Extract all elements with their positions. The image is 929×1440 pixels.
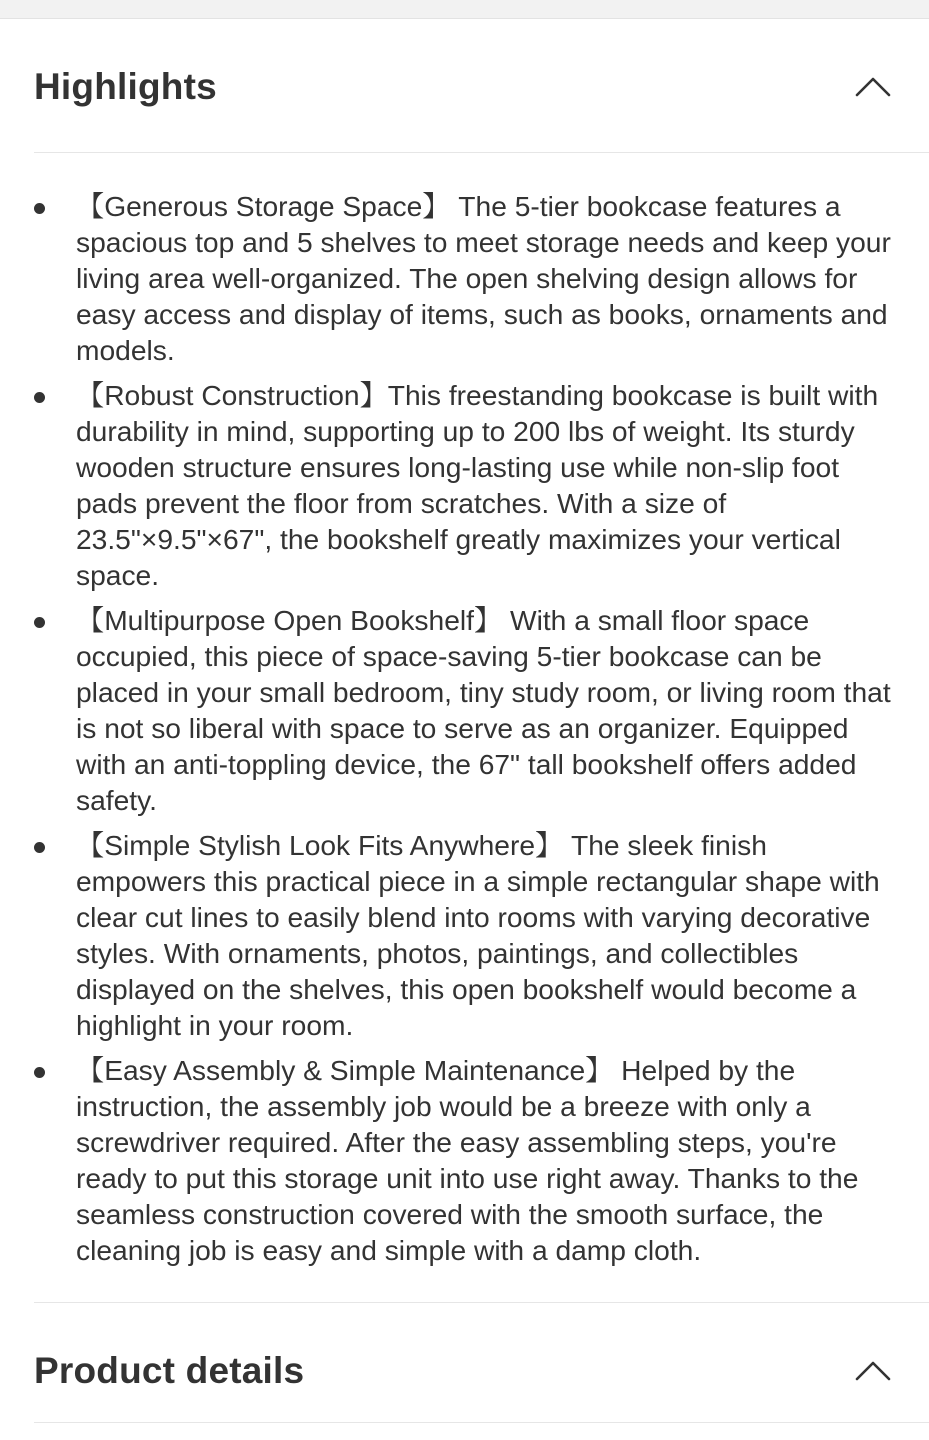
product-details-toggle-button[interactable] (843, 1341, 903, 1401)
divider (34, 1302, 929, 1303)
highlights-list (34, 188, 896, 1277)
top-strip (0, 0, 929, 19)
list-item (34, 188, 896, 368)
highlight-text: 【Generous Storage Space】 The 5-tier bookcase features a spacious top and 5 shelves to meet storage needs and keep your living area well-organized. The open shelving design allows for easy access and display of items, such as books, ornaments and models. (76, 190, 891, 366)
product-details-title: Product details (34, 1350, 305, 1391)
highlight-text: 【Multipurpose Open Bookshelf】 With a small floor space occupied, this piece of space-saving 5-tier bookcase can be placed in your small bedroom, tiny study room, or living room that is not so liberal with space to serve as an organizer. Equipped with an anti-toppling device, the 67" tall bookshelf offers added safety. (76, 604, 891, 816)
highlights-title: Highlights (34, 66, 217, 107)
product-details-header[interactable] (34, 1336, 929, 1406)
highlight-text: 【Robust Construction】This freestanding bookcase is built with durability in mind, supporting up to 200 lbs of weight. Its sturdy wooden structure ensures long-lasting use while non-slip foot pads prevent the floor from scratches. With a size of 23.5"×9.5"×67", the bookshelf greatly maximizes your vertical space. (76, 379, 879, 591)
list-item (34, 602, 896, 818)
bullet-icon (34, 617, 45, 628)
list-item (34, 827, 896, 1043)
bullet-icon (34, 203, 45, 214)
bullet-icon (34, 1067, 45, 1078)
chevron-up-icon (855, 76, 891, 98)
list-item (34, 377, 896, 593)
highlight-text: 【Easy Assembly & Simple Maintenance】 Helped by the instruction, the assembly job would be a breeze with only a screwdriver required. After the easy assembling steps, you're ready to put this storage unit into use right away. Thanks to the seamless construction covered with the smooth surface, the cleaning job is easy and simple with a damp cloth. (76, 1054, 859, 1266)
divider (34, 1422, 929, 1423)
highlight-text: 【Simple Stylish Look Fits Anywhere】 The sleek finish empowers this practical piece in a simple rectangular shape with clear cut lines to easily blend into rooms with varying decorative styles. With ornaments, photos, paintings, and collectibles displayed on the shelves, this open bookshelf would become a highlight in your room. (76, 829, 880, 1041)
highlights-toggle-button[interactable] (843, 57, 903, 117)
bullet-icon (34, 842, 45, 853)
list-item (34, 1052, 896, 1268)
chevron-up-icon (855, 1360, 891, 1382)
divider (34, 152, 929, 153)
bullet-icon (34, 392, 45, 403)
highlights-header[interactable] (34, 52, 929, 122)
